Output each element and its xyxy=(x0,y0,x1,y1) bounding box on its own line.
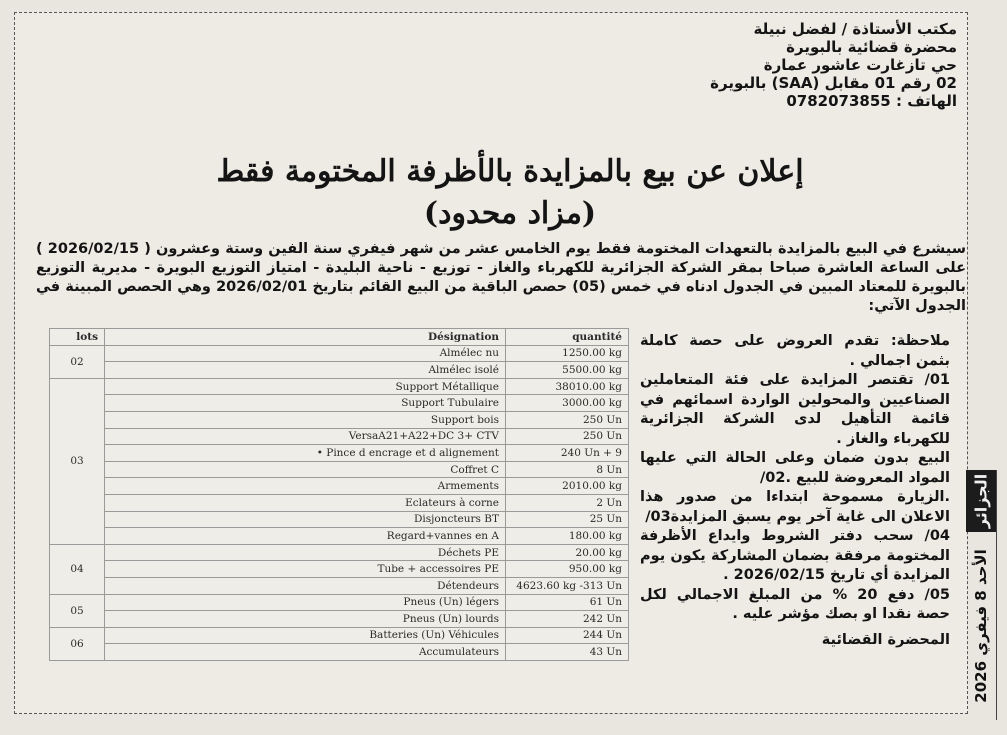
note-item: 04/ سحب دفتر الشروط وايداع الأظرفة المختومة مرفقة بضمان المشاركة يكون يوم المزايدة أي تاريخ 2026/02/15 . xyxy=(640,528,950,583)
table-row xyxy=(50,644,629,661)
header-quantity: quantité xyxy=(506,329,629,346)
bailiff-office-block xyxy=(537,20,957,110)
office-phone: الهاتف : 0782073855 xyxy=(786,92,957,110)
note-item: .الزيارة مسموحة ابتداءا من صدور هذا الاعلان الى غاية آخر يوم يسبق المزايدة03/ xyxy=(640,489,950,525)
lot-number: 02 xyxy=(50,345,105,378)
office-line: محضرة قضائية بالبويرة xyxy=(786,38,957,56)
office-line: مكتب الأستاذة / لفضل نبيلة xyxy=(753,20,957,38)
quantity-cell: 3000.00 kg xyxy=(506,395,629,412)
quantity-cell: 180.00 kg xyxy=(506,528,629,545)
note-item: ملاحظة: تقدم العروض على حصة كاملة بثمن اجمالي . xyxy=(640,333,950,369)
table-row xyxy=(50,494,629,511)
note-item: 05/ دفع 20 % من المبلغ الاجمالي لكل حصة نقدا او بصك مؤشر عليه . xyxy=(640,586,951,622)
table-row xyxy=(50,378,629,395)
designation-cell: Armements xyxy=(105,478,506,495)
designation-cell: • Pince d encrage et d alignement xyxy=(105,445,506,462)
designation-cell: Eclateurs à corne xyxy=(105,494,506,511)
header-designation: Désignation xyxy=(105,329,506,346)
header-lots: lots xyxy=(50,329,105,346)
quantity-cell: 240 Un + 9 xyxy=(506,445,629,462)
designation-cell: Coffret C xyxy=(105,461,506,478)
table-row xyxy=(50,528,629,545)
newspaper-name: الجزائر xyxy=(971,473,991,529)
conditions-block xyxy=(640,332,950,650)
issue-date-strip xyxy=(966,536,996,716)
designation-cell: Détendeurs xyxy=(105,577,506,594)
designation-cell: Pneus (Un) légers xyxy=(105,594,506,611)
quantity-cell: 1250.00 kg xyxy=(506,345,629,362)
designation-cell: Disjoncteurs BT xyxy=(105,511,506,528)
table-row xyxy=(50,345,629,362)
quantity-cell: 20.00 kg xyxy=(506,544,629,561)
table-row xyxy=(50,445,629,462)
announcement-title: إعلان عن بيع بالمزايدة بالأظرفة المختومة فقط xyxy=(216,154,804,189)
table-row xyxy=(50,362,629,379)
quantity-cell: 4623.60 kg -313 Un xyxy=(506,577,629,594)
quantity-cell: 8 Un xyxy=(506,461,629,478)
table-row xyxy=(50,627,629,644)
table-header-row xyxy=(50,329,629,346)
table-row xyxy=(50,611,629,628)
designation-cell: VersaA21+A22+DC 3+ CTV xyxy=(105,428,506,445)
designation-cell: Almélec nu xyxy=(105,345,506,362)
designation-cell: Déchets PE xyxy=(105,544,506,561)
table-row xyxy=(50,544,629,561)
lot-number: 06 xyxy=(50,627,105,660)
table-row xyxy=(50,461,629,478)
designation-cell: Support bois xyxy=(105,411,506,428)
table-row xyxy=(50,577,629,594)
table-row xyxy=(50,395,629,412)
announcement-body: سيشرع في البيع بالمزايدة بالتعهدات المختومة فقط يوم الخامس عشر من شهر فيفري سنة الفين وستة وعشرون ( 2026/02/15 ) على الساعة العاشرة صباحا بمقر الشركة الجزائرية للكهرباء والغاز - توزيع - ناحية البليدة - امتياز التوزيع البويرة - مديرية التوزيع بالبويرة للمعتاد المبين في الجدول ادناه في خمس (05) حصص الباقية من البيع القائم بتاريخ 2026/02/01 وهي الحصص المبينة في الجدول الآتي: xyxy=(36,241,966,314)
table-row xyxy=(50,594,629,611)
designation-cell: Accumulateurs xyxy=(105,644,506,661)
quantity-cell: 61 Un xyxy=(506,594,629,611)
designation-cell: Support Tubulaire xyxy=(105,395,506,412)
designation-cell: Tube + accessoires PE xyxy=(105,561,506,578)
quantity-cell: 250 Un xyxy=(506,428,629,445)
quantity-cell: 950.00 kg xyxy=(506,561,629,578)
quantity-cell: 43 Un xyxy=(506,644,629,661)
designation-cell: Pneus (Un) lourds xyxy=(105,611,506,628)
designation-cell: Almélec isolé xyxy=(105,362,506,379)
note-item: البيع بدون ضمان وعلى الحالة التي عليها المواد المعروضة للبيع .02/ xyxy=(640,450,950,486)
quantity-cell: 244 Un xyxy=(506,627,629,644)
issue-date: الأحد 8 فيفري 2026 xyxy=(972,549,990,703)
sidebar-divider xyxy=(996,470,997,720)
office-line: حي تازغارت عاشور عمارة xyxy=(763,56,957,74)
designation-cell: Support Métallique xyxy=(105,378,506,395)
table-row xyxy=(50,411,629,428)
table-row xyxy=(50,428,629,445)
quantity-cell: 242 Un xyxy=(506,611,629,628)
signature: المحضرة القضائية xyxy=(821,631,950,648)
note-item: 01/ تقتصر المزايدة على فئة المتعاملين الصناعيين والمحولين الواردة اسمائهم في قائمة التأهيل لدى الشركة الجزائرية للكهرباء والغاز . xyxy=(640,372,950,447)
newspaper-brand xyxy=(966,470,996,532)
quantity-cell: 38010.00 kg xyxy=(506,378,629,395)
lot-number: 05 xyxy=(50,594,105,627)
lot-number: 03 xyxy=(50,378,105,544)
quantity-cell: 2010.00 kg xyxy=(506,478,629,495)
quantity-cell: 250 Un xyxy=(506,411,629,428)
office-line: 02 رقم 01 مقابل (SAA) بالبويرة xyxy=(710,74,957,92)
quantity-cell: 5500.00 kg xyxy=(506,362,629,379)
lot-number: 04 xyxy=(50,544,105,594)
quantity-cell: 2 Un xyxy=(506,494,629,511)
quantity-cell: 25 Un xyxy=(506,511,629,528)
table-row xyxy=(50,478,629,495)
table-row xyxy=(50,561,629,578)
newspaper-sidebar xyxy=(966,470,996,720)
designation-cell: Regard+vannes en A xyxy=(105,528,506,545)
announcement-subtitle: (مزاد محدود) xyxy=(423,196,597,231)
lots-table xyxy=(49,328,629,661)
table-row xyxy=(50,511,629,528)
designation-cell: Batteries (Un) Véhicules xyxy=(105,627,506,644)
